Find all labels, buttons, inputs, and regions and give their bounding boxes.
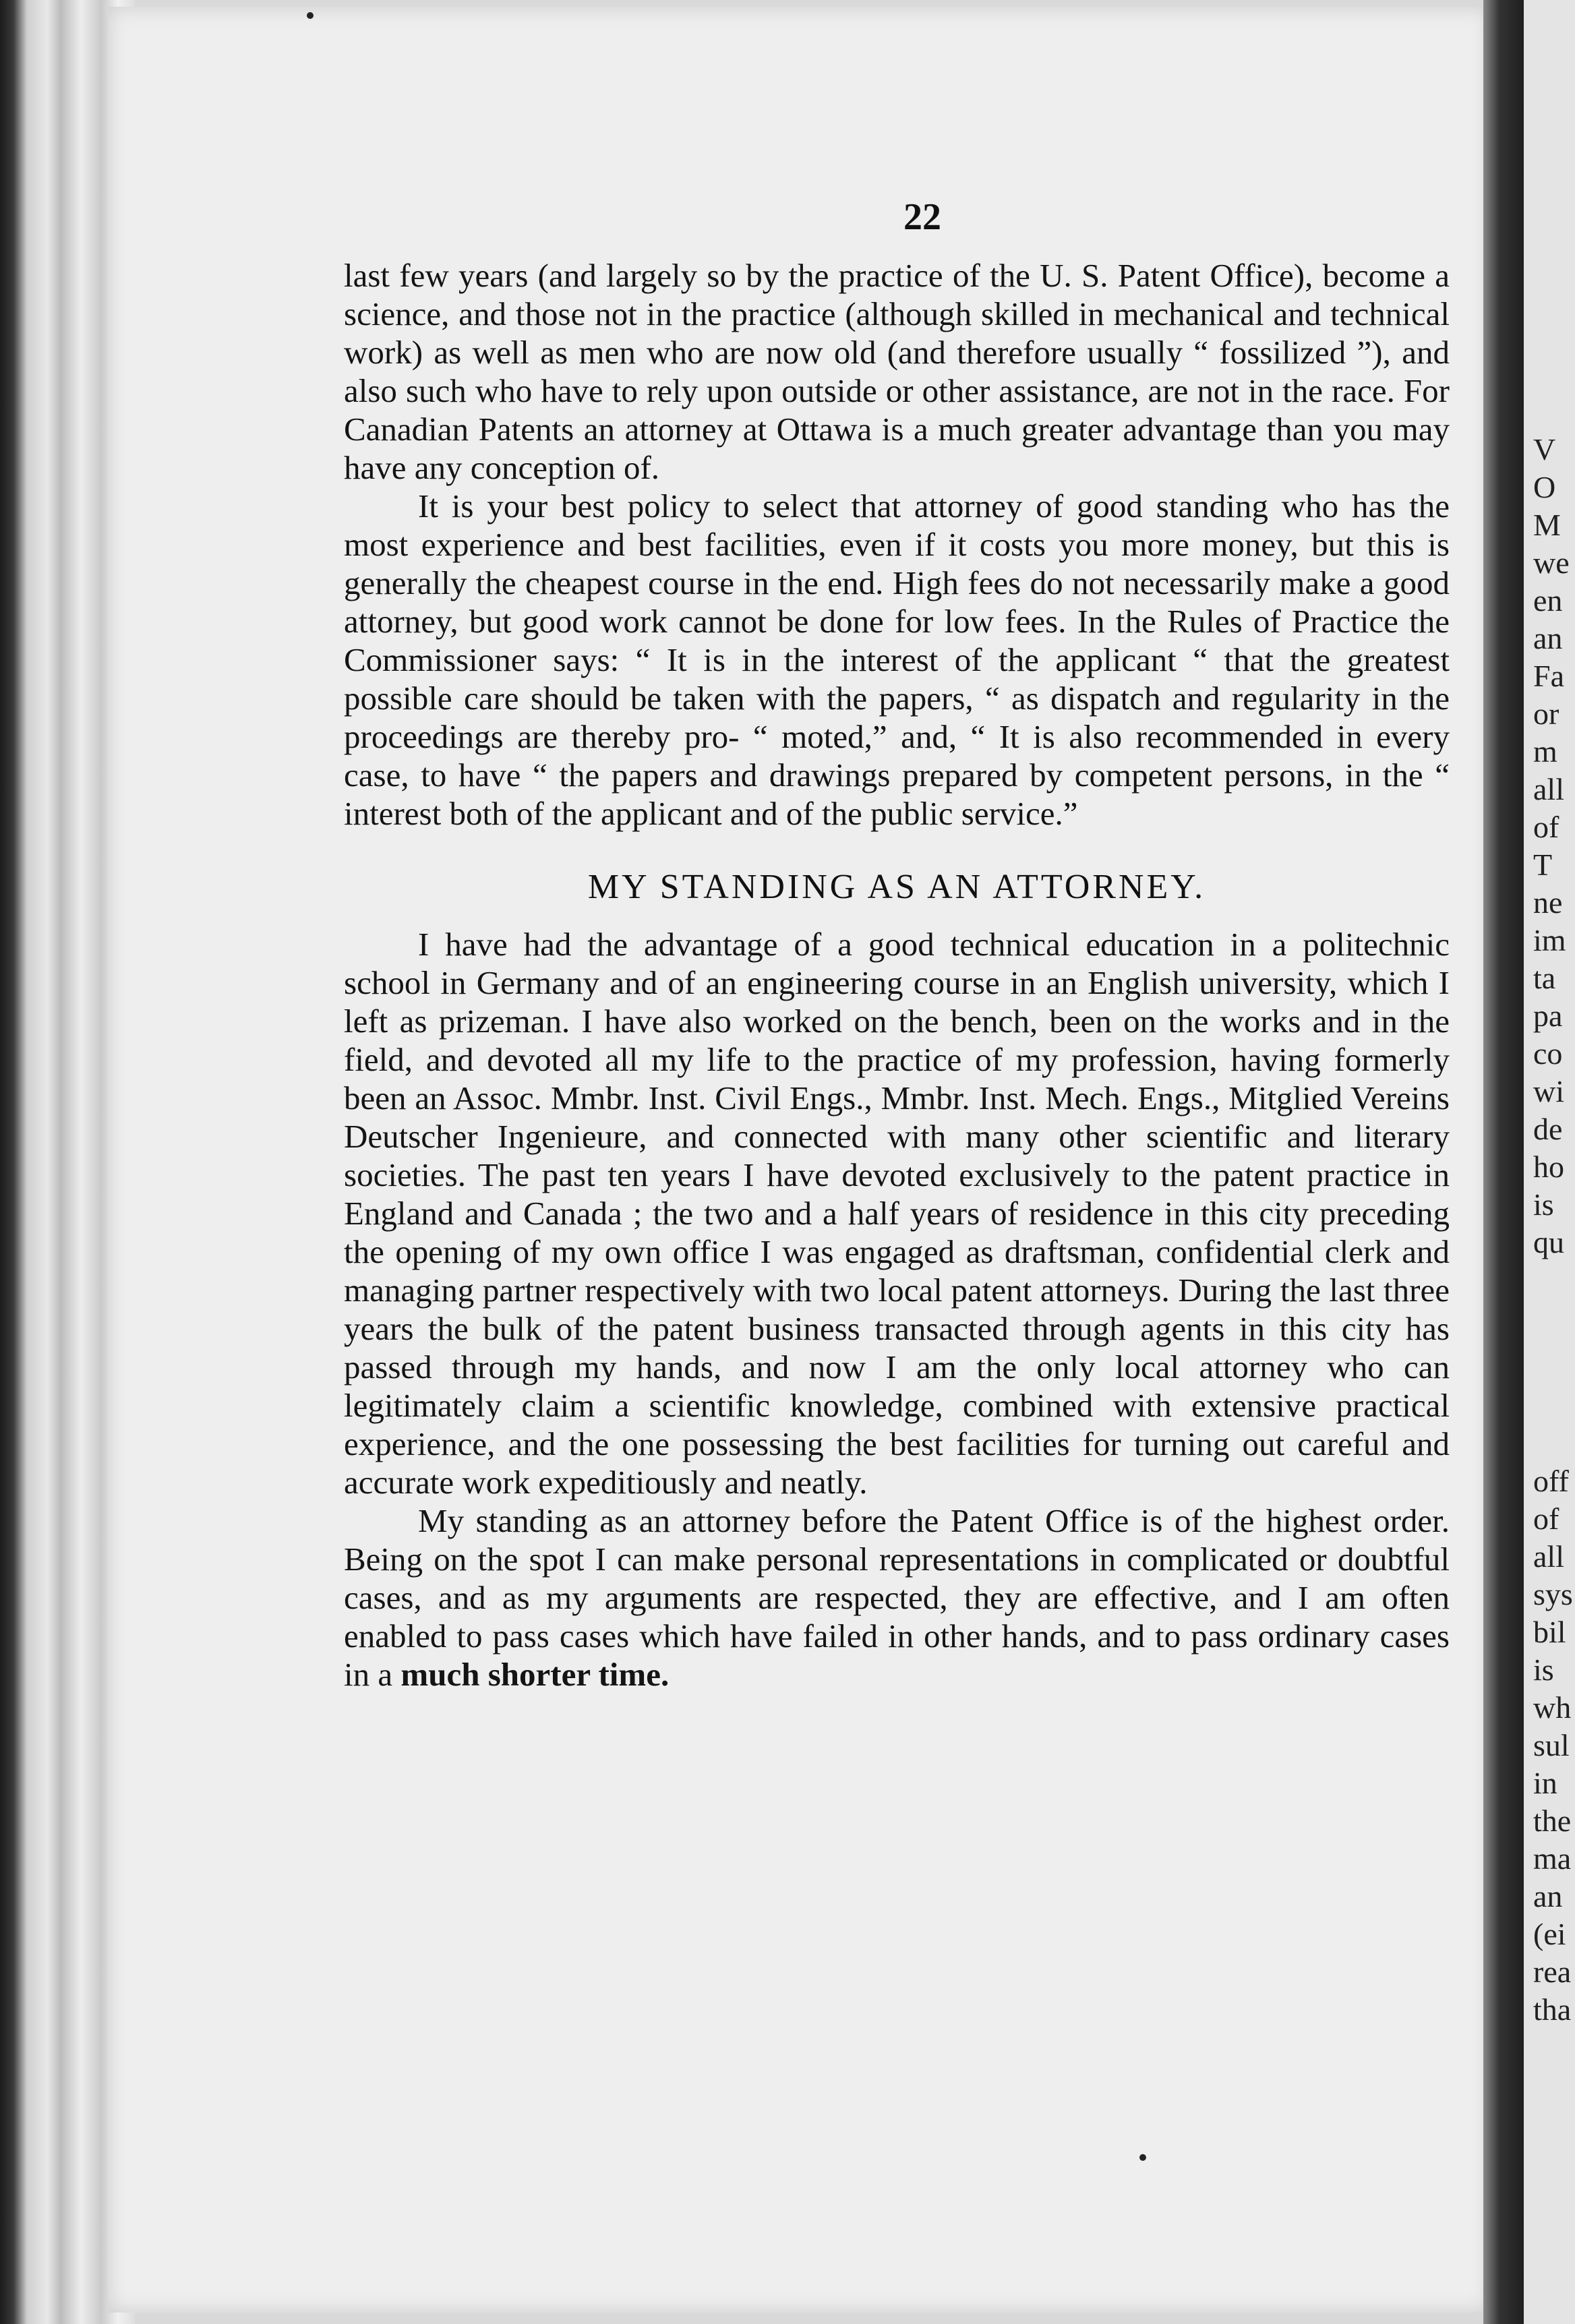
facing-page-line: qu bbox=[1533, 1225, 1564, 1259]
facing-page-line: sul bbox=[1533, 1728, 1570, 1762]
facing-page-line: ma bbox=[1533, 1841, 1572, 1876]
scan-speck bbox=[1139, 2154, 1146, 2161]
facing-page-line: de bbox=[1533, 1112, 1563, 1146]
facing-page-line: all bbox=[1533, 1539, 1564, 1574]
facing-page-line: an bbox=[1533, 621, 1563, 655]
facing-page-line: M bbox=[1533, 508, 1561, 542]
facing-page-line: im bbox=[1533, 923, 1566, 957]
facing-page-line: an bbox=[1533, 1879, 1563, 1913]
section-heading: MY STANDING AS AN ATTORNEY. bbox=[587, 868, 1206, 906]
facing-page-line: pa bbox=[1533, 999, 1563, 1033]
page-number: 22 bbox=[903, 196, 941, 238]
facing-page-line: tha bbox=[1533, 1992, 1572, 2027]
facing-page-line: Fa bbox=[1533, 659, 1564, 693]
facing-page-line: ta bbox=[1533, 961, 1556, 995]
facing-page-line: sys bbox=[1533, 1577, 1573, 1611]
facing-page-line: wh bbox=[1533, 1690, 1572, 1725]
body-text bbox=[344, 256, 1450, 1694]
book-gutter bbox=[1483, 0, 1524, 2324]
facing-page-line: of bbox=[1533, 810, 1559, 844]
facing-page-line: co bbox=[1533, 1036, 1563, 1071]
paragraph bbox=[344, 1501, 1450, 1694]
facing-page-line: of bbox=[1533, 1501, 1559, 1536]
facing-page-line: we bbox=[1533, 545, 1570, 580]
facing-page-fragment bbox=[1524, 0, 1575, 2324]
scan-speck bbox=[307, 12, 314, 19]
final-phrase: much shorter time. bbox=[400, 1656, 670, 1693]
paragraph-text: My standing as an attorney before the Patent Office is of the highest order. Being on the spot I can make personal representations in complicated or doubtful cases, and as my arguments are respected, they are effective, and I am often enabled to pass cases which have failed in other hands, and to pass ordinary cases in a bbox=[344, 1502, 1450, 1693]
facing-page-line: rea bbox=[1533, 1955, 1572, 1989]
facing-page-line: m bbox=[1533, 734, 1557, 769]
paragraph: last few years (and largely so by the practice of the U. S. Patent Office), become a science, and those not in the practice (although skilled in mechanical and technical work) as well as men who are now old (and therefore usually “ fossilized ”), and also such who have to rely upon outside or other assistance, are not in the race. For Canadian Patents an attorney at Ottawa is a much greater advantage than you may have any conception of. bbox=[344, 257, 1450, 486]
facing-page-line: the bbox=[1533, 1804, 1572, 1838]
facing-page-line: O bbox=[1533, 470, 1556, 504]
facing-page-line: en bbox=[1533, 583, 1563, 618]
facing-page-line: or bbox=[1533, 696, 1559, 731]
facing-page-line: ho bbox=[1533, 1150, 1564, 1184]
facing-page-line: wi bbox=[1533, 1074, 1564, 1108]
paragraph: I have had the advantage of a good technical education in a politechnic school in Germany and of an engineering course in an English university, which I left as prizeman. I have also worked on the bench, been on the works and in the field, and devoted all my life to the practice of my profession, having formerly been an Assoc. Mmbr. Inst. Civil Engs., Mmbr. Inst. Mech. Engs., Mitglied Vereins Deutscher Ingenieure, and connected with many other scientific and literary societies. The past ten years I have devoted exclusively to the patent practice in England and Canada ; the two and a half years of residence in this city preceding the opening of my own office I was engaged as draftsman, confidential clerk and managing partner respectively with two local patent attorneys. During the last three years the bulk of the patent business transacted through agents in this city has passed through my hands, and now I am the only local attorney who can legitimately claim a scientific knowledge, combined with extensive practical experience, and the one possessing the best facilities for turning out careful and accurate work expeditiously and neatly. bbox=[344, 926, 1450, 1501]
facing-page-line: (ei bbox=[1533, 1917, 1566, 1951]
facing-page-line: V bbox=[1533, 432, 1556, 467]
paragraph: It is your best policy to select that attorney of good standing who has the most experience and best facilities, even if it costs you more money, but this is generally the cheapest course in the end. High fees do not necessarily make a good attorney, but good work cannot be done for low fees. In the Rules of Practice the Commissioner says: “ It is in the interest of the applicant “ that the greatest possible care should be taken with the papers, “ as dispatch and regularity in the proceedings are thereby pro- “ moted,” and, “ It is also recommended in every case, to have “ the papers and drawings prepared by competent persons, in the “ interest both of the applicant and of the public service.” bbox=[344, 487, 1450, 832]
facing-page-line: is bbox=[1533, 1187, 1554, 1222]
facing-page-line: all bbox=[1533, 772, 1564, 806]
facing-page-line: T bbox=[1533, 847, 1553, 882]
facing-page-line: in bbox=[1533, 1766, 1557, 1800]
facing-page-line: bil bbox=[1533, 1615, 1566, 1649]
facing-page-line: is bbox=[1533, 1652, 1554, 1687]
facing-page-line: off bbox=[1533, 1464, 1569, 1498]
facing-page-line: ne bbox=[1533, 885, 1563, 920]
